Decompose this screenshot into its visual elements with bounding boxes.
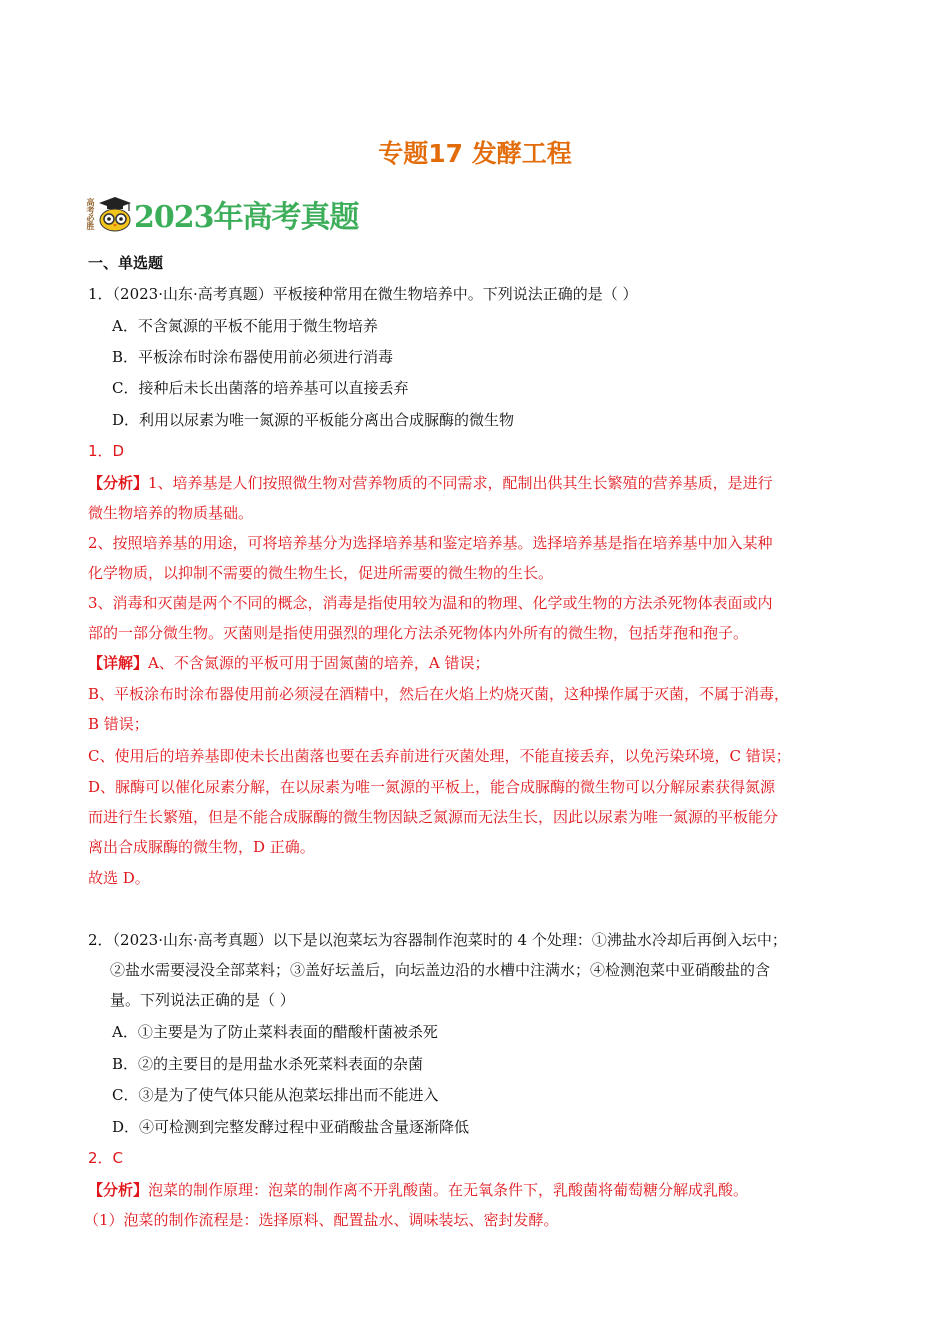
q1-detail-line: B、平板涂布时涂布器使用前必须浸在酒精中，然后在火焰上灼烧灭菌，这种操作属于灭菌，不属于消毒， <box>88 685 790 703</box>
q1-detail-line: C、使用后的培养基即使未长出菌落也要在丢弃前进行灭菌处理，不能直接丢弃，以免污染环境，C 错误； <box>88 747 791 765</box>
q2-answer: 2．C <box>88 1149 124 1167</box>
q1-option-c: C．接种后未长出菌落的培养基可以直接丢弃 <box>112 379 409 397</box>
q1-detail-line: 【详解】A、不含氮源的平板可用于固氮菌的培养，A 错误； <box>88 654 490 672</box>
q1-detail-line: B 错误； <box>88 715 149 733</box>
q1-detail-line: 而进行生长繁殖，但是不能合成脲酶的微生物因缺乏氮源而无法生长，因此以尿素为唯一氮源的平板能分 <box>88 808 779 826</box>
q2-option-c: C．③是为了使气体只能从泡菜坛排出而不能进入 <box>112 1086 439 1104</box>
q1-answer: 1．D <box>88 442 125 460</box>
q1-detail-line: D、脲酶可以催化尿素分解，在以尿素为唯一氮源的平板上，能合成脲酶的微生物可以分解尿素获得氮源 <box>88 778 776 796</box>
q1-stem: 1．（2023·山东·高考真题）平板接种常用在微生物培养中。下列说法正确的是（ ） <box>88 285 638 303</box>
q1-option-d: D．利用以尿素为唯一氮源的平板能分离出合成脲酶的微生物 <box>112 411 515 429</box>
banner-side-label: 高考必胜 <box>86 198 96 230</box>
owl-graduate-icon <box>98 196 132 232</box>
analysis-tag: 【分析】 <box>88 1181 149 1199</box>
year-banner <box>86 190 359 238</box>
q1-analysis-line: 2、按照培养基的用途，可将培养基分为选择培养基和鉴定培养基。选择培养基是指在培养基中加入某种 <box>88 534 773 552</box>
analysis-tag: 【分析】 <box>88 474 149 492</box>
q2-analysis-line: 【分析】泡菜的制作原理：泡菜的制作离不开乳酸菌。在无氧条件下，乳酸菌将葡萄糖分解成乳酸。 <box>88 1181 749 1199</box>
q1-analysis-line: 【分析】1、培养基是人们按照微生物对营养物质的不同需求，配制出供其生长繁殖的营养基质，是进行 <box>88 474 773 492</box>
q2-analysis-line: （1）泡菜的制作流程是：选择原料、配置盐水、调味装坛、密封发酵。 <box>84 1211 559 1229</box>
q1-option-b: B．平板涂布时涂布器使用前必须进行消毒 <box>112 348 394 366</box>
q1-analysis-line: 部的一部分微生物。灭菌则是指使用强烈的理化方法杀死物体内外所有的微生物，包括芽孢和孢子。 <box>88 624 749 642</box>
q1-analysis-line: 微生物培养的物质基础。 <box>88 504 254 522</box>
q1-option-a: A．不含氮源的平板不能用于微生物培养 <box>112 317 378 335</box>
detail-tag: 【详解】 <box>88 654 149 672</box>
q2-option-d: D．④可检测到完整发酵过程中亚硝酸盐含量逐渐降低 <box>112 1118 470 1136</box>
q2-option-b: B．②的主要目的是用盐水杀死菜料表面的杂菌 <box>112 1055 424 1073</box>
q1-analysis-line: 化学物质，以抑制不需要的微生物生长，促进所需要的微生物的生长。 <box>88 564 554 582</box>
q1-detail-line: 离出合成脲酶的微生物，D 正确。 <box>88 838 315 856</box>
q2-stem: ②盐水需要浸没全部菜料；③盖好坛盖后，向坛盖边沿的水槽中注满水；④检测泡菜中亚硝酸盐的含 <box>110 961 771 979</box>
page-title: 专题17 发酵工程 <box>378 139 572 168</box>
q1-analysis-line: 3、消毒和灭菌是两个不同的概念，消毒是指使用较为温和的物理、化学或生物的方法杀死物体表面或内 <box>88 594 773 612</box>
q2-stem: 量。下列说法正确的是（ ） <box>110 991 295 1009</box>
banner-title: 2023年高考真题 <box>134 200 359 235</box>
q2-option-a: A．①主要是为了防止菜料表面的醋酸杆菌被杀死 <box>112 1023 438 1041</box>
q2-stem: 2．（2023·山东·高考真题）以下是以泡菜坛为容器制作泡菜时的 4 个处理：①沸盐水冷却后再倒入坛中； <box>88 931 787 949</box>
q1-detail-line: 故选 D。 <box>88 869 150 887</box>
section-heading: 一、单选题 <box>88 254 164 272</box>
